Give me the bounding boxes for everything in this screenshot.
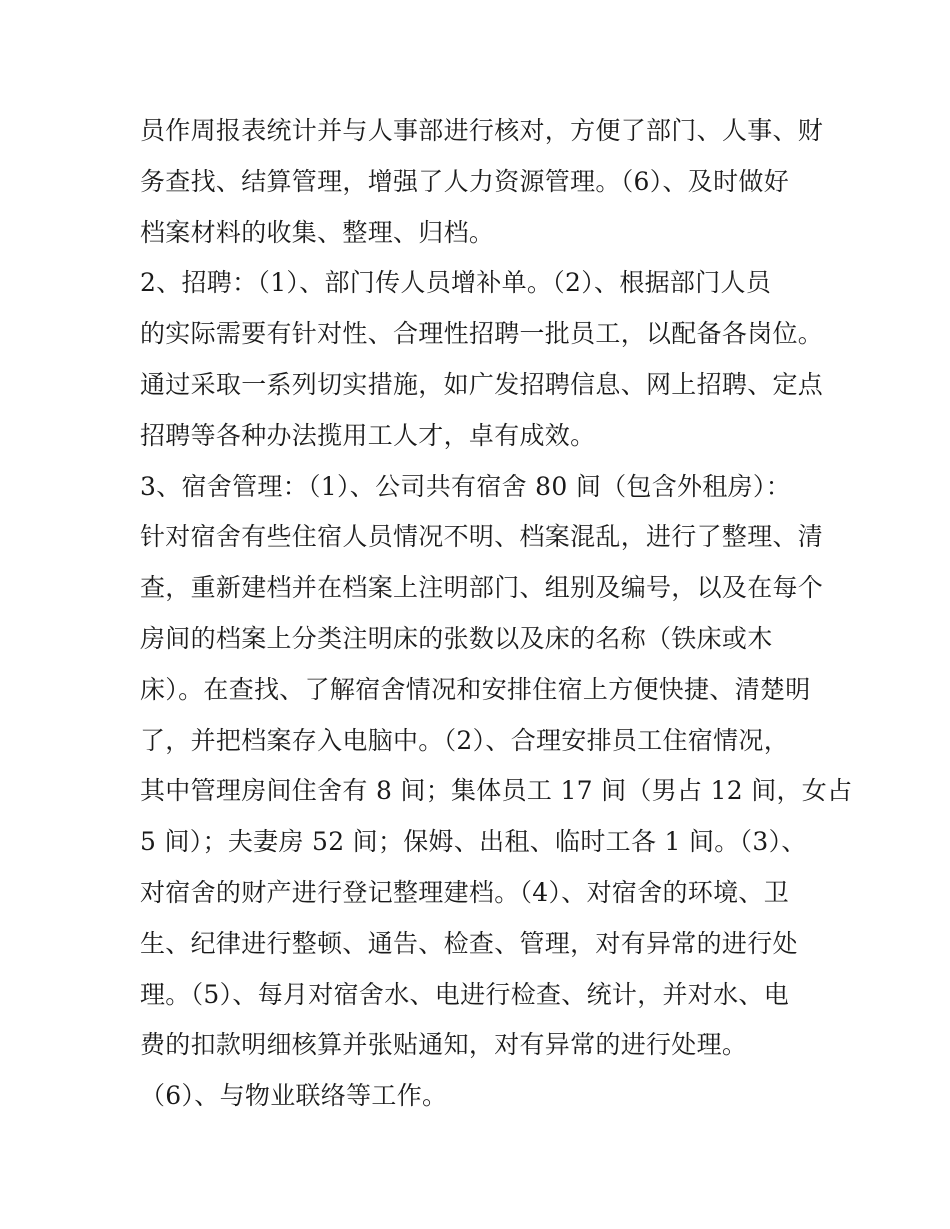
text-line: 招聘等各种办法揽用工人才，卓有成效。 [140, 420, 596, 450]
text-line: 2、招聘：（1）、部门传人员增补单。（2）、根据部门人员 [140, 268, 772, 298]
text-line: 费的扣款明细核算并张贴通知，对有异常的进行处理。 [140, 1030, 748, 1060]
text-line: 的实际需要有针对性、合理性招聘一批员工，以配备各岗位。 [140, 319, 824, 349]
text-line: （6）、与物业联络等工作。 [140, 1081, 448, 1111]
text-line: 床）。在查找、了解宿舍情况和安排住宿上方便快捷、清楚明 [140, 674, 811, 704]
text-line: 员作周报表统计并与人事部进行核对，方便了部门、人事、财 [140, 116, 824, 145]
text-line: 档案材料的收集、整理、归档。 [140, 217, 495, 247]
text-line: 针对宿舍有些住宿人员情况不明、档案混乱，进行了整理、清 [140, 522, 824, 552]
text-line: 通过采取一系列切实措施，如广发招聘信息、网上招聘、定点 [140, 369, 824, 399]
text-line: 对宿舍的财产进行登记整理建档。（4）、对宿舍的环境、卫 [140, 877, 790, 907]
text-line: 查，重新建档并在档案上注明部门、组别及编号，以及在每个 [140, 573, 824, 603]
text-line: 生、纪律进行整顿、通告、检查、管理，对有异常的进行处 [140, 928, 798, 958]
text-line: 3、宿舍管理：（1）、公司共有宿舍 80 间（包含外租房）： [140, 471, 792, 501]
body-text [140, 106, 853, 1122]
text-line: 了，并把档案存入电脑中。（2）、合理安排员工住宿情况， [140, 725, 790, 755]
text-line: 理。（5）、每月对宿舍水、电进行检查、统计，并对水、电 [140, 979, 790, 1009]
text-line: 房间的档案上分类注明床的张数以及床的名称（铁床或木 [140, 623, 773, 653]
text-line: 其中管理房间住舍有 8 间；集体员工 17 间（男占 12 间，女占 [140, 776, 853, 806]
text-line: 务查找、结算管理，增强了人力资源管理。（6）、及时做好 [140, 166, 790, 196]
text-line: 5 间）；夫妻房 52 间；保姆、出租、临时工各 1 间。（3）、 [140, 827, 807, 857]
